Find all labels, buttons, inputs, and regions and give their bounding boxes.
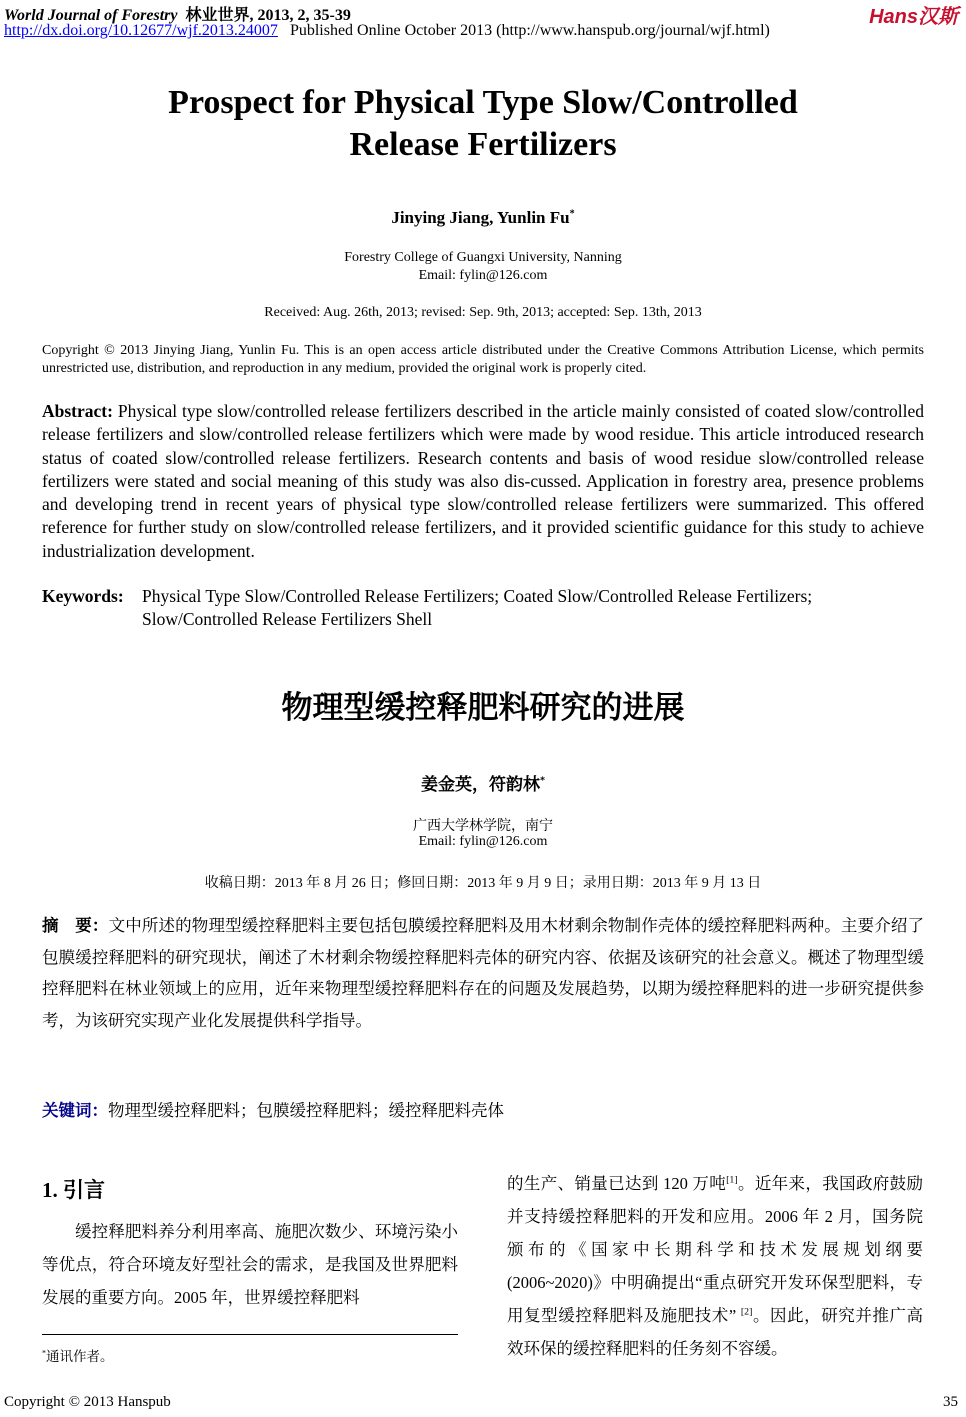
left-column-text: 缓控释肥料养分利用率高、施肥次数少、环境污染小等优点，符合环境友好型社会的需求，是我国及世界肥料发展的重要方向。2005 年，世界缓控释肥料: [42, 1222, 458, 1307]
doi-line: [4, 22, 770, 40]
cn-email: Email: fylin@126.com: [418, 834, 548, 849]
keywords-text: Physical Type Slow/Controlled Release Fertilizers; Coated Slow/Controlled Release Fertilizers;: [142, 586, 813, 606]
cn-keywords: [42, 1097, 924, 1121]
citation-ref[interactable]: [1]: [726, 1174, 738, 1186]
cn-abstract-text: 文中所述的物理型缓控释肥料主要包括包膜缓控释肥料及用木材剩余物制作壳体的缓控释肥料两种。主要介绍了包膜缓控释肥料的研究现状，阐述了木材剩余物缓控释肥料壳体的研究内容、依据及该研究的社会意义。概述了物理型缓控释肥料在林业领域上的应用，近年来物理型缓控释肥料存在的问题及发展趋势，以期为缓控释肥料的进一步研究提供参考，为该研究实现产业化发展提供科学指导。: [42, 916, 925, 1030]
cn-abstract: [42, 910, 924, 1036]
citation: , 2013, 2, 35-39: [249, 7, 351, 24]
received-dates: Received: Aug. 26th, 2013; revised: Sep. 9th, 2013; accepted: Sep. 13th, 2013: [264, 305, 702, 320]
journal-name: World Journal of Forestry: [4, 7, 178, 24]
keywords-label: Keywords:: [42, 586, 124, 606]
cn-affiliation: 广西大学林学院，南宁: [413, 819, 553, 834]
copyright-notice: Copyright © 2013 Jinying Jiang, Yunlin Fu. This is an open access article distributed under the Creative Commons Attribution License, which permits unrestricted use, distribution, and reproduction in any medium, provided the original work is properly cited.: [42, 343, 924, 376]
keywords-text: Slow/Controlled Release Fertilizers Shell: [142, 609, 433, 629]
authors: [0, 208, 966, 228]
text: 。近年来，我国政府鼓励并支持缓控释肥料的开发和应用。2006 年 2 月，国务院颁布的《国家中长期科学和技术发展规划纲要(2006~2020)》中明确提出“重点研究开发环保型肥料，专用复型缓控释肥料及施肥技术”: [507, 1174, 924, 1325]
abstract: [42, 400, 924, 563]
author-mark: *: [569, 208, 575, 220]
section-heading: 1. 引言: [42, 1178, 105, 1202]
cn-received: 收稿日期：2013 年 8 月 26 日；修回日期：2013 年 9 月 9 日；录用日期：2013 年 9 月 13 日: [204, 876, 762, 891]
title-line: Release Fertilizers: [349, 126, 617, 163]
journal-name-cn: 林业世界: [185, 7, 250, 24]
footnote: [42, 1345, 114, 1365]
cn-author-names: 姜金英，符韵林: [420, 775, 540, 794]
footnote-divider: [42, 1334, 458, 1335]
author-mark: *: [42, 1348, 47, 1358]
affiliation: Forestry College of Guangxi University, Nanning: [344, 250, 622, 265]
page-number: 35: [943, 1394, 958, 1410]
text: 的生产、销量已达到 120 万吨: [507, 1174, 727, 1193]
cn-keywords-label: 关键词：: [42, 1101, 108, 1120]
keywords: [42, 585, 924, 631]
cn-title: 物理型缓控释肥料研究的进展: [281, 690, 685, 726]
citation-ref[interactable]: [2]: [740, 1306, 753, 1318]
abstract-text: Physical type slow/controlled release fertilizers described in the article mainly consisted of coated slow/controlled release fertilizers and slow/controlled release fertilizers which were made by wood residue. This article introduced research status of coated slow/controlled release fertilizers. Research contents and basis of wood residue slow/controlled release fertilizers were stated and social meaning of this study was also dis-cussed. Application in forestry area, presence problems and developing trend in recent years of physical type slow/controlled release fertilizers were summarized. This offered reference for further study on slow/controlled release fertilizers, and it provided scientific guidance for this study to achieve industrialization development.: [42, 401, 925, 561]
abstract-label: Abstract:: [42, 401, 113, 421]
text: 。因此，研究并推广高效环保的缓控释肥料的任务刻不容缓。: [507, 1306, 924, 1358]
title-line: Prospect for Physical Type Slow/Controlled: [168, 84, 798, 121]
paper-title: [0, 82, 966, 166]
doi-link[interactable]: http://dx.doi.org/10.12677/wjf.2013.24007: [4, 22, 278, 39]
hans-logo: Hans汉斯: [869, 6, 958, 28]
published-info: Published Online October 2013 (http://www.hanspub.org/journal/wjf.html): [289, 22, 770, 39]
email: Email: fylin@126.com: [418, 268, 548, 283]
author-names: Jinying Jiang, Yunlin Fu: [391, 208, 570, 227]
cn-keywords-text: 物理型缓控释肥料；包膜缓控释肥料；缓控释肥料壳体: [108, 1101, 504, 1120]
author-mark: *: [539, 775, 546, 787]
cn-authors: [0, 770, 966, 795]
right-column-text: [507, 1167, 923, 1365]
cn-abstract-label: 摘 要：: [42, 916, 109, 935]
footnote-text: 通讯作者。: [46, 1349, 114, 1364]
footer-copyright: Copyright © 2013 Hanspub: [4, 1394, 171, 1410]
